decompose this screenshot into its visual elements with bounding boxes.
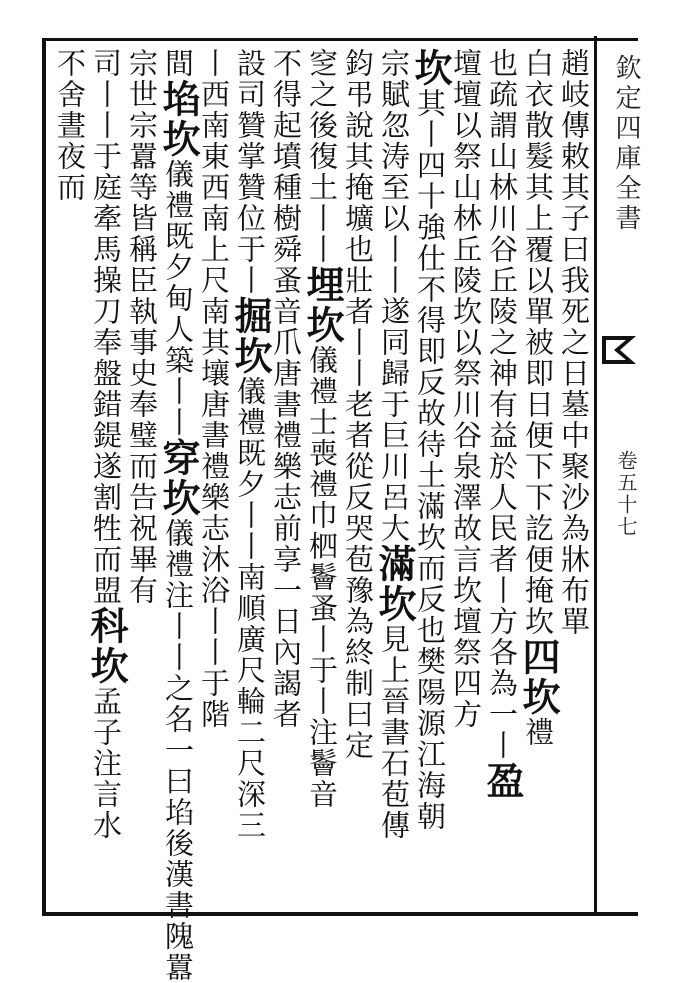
text-column: [338, 48, 378, 904]
entry-text: 窆之後復土丨丨: [305, 48, 339, 265]
text-column: [228, 48, 273, 904]
entry-text: 見上晉書石苞傳: [377, 624, 411, 841]
text-column: [446, 48, 486, 904]
entry-text: 鈞弔說其掩壙也壯者丨丨老者從反哭: [341, 48, 375, 544]
entry-text: 尺南其壤唐書禮樂志沐浴丨丨于階: [197, 265, 231, 730]
entry-text: 司丨丨于庭牽馬操刀奉盤錯鍉遂割牲而盟: [89, 48, 123, 606]
text-column: [372, 48, 417, 904]
margin-column: [600, 42, 640, 912]
entry-text: 舜蚤音爪唐書禮樂志前享一日內謁者: [269, 234, 303, 730]
text-column: [554, 48, 594, 904]
entry-text: 禮: [521, 717, 555, 748]
volume-label: 卷五十七: [614, 450, 638, 538]
entry-headword: 科坎: [84, 606, 129, 686]
entry-text: 不得起墳種樹: [269, 48, 303, 234]
entry-text: 苞豫為終制曰定: [341, 544, 375, 761]
entry-text: 間: [161, 48, 195, 79]
entry-text: 宗世宗囂等皆稱臣執事史奉璧而告祝畢有: [125, 48, 159, 606]
entry-text: 孟子注言水: [89, 686, 123, 841]
entry-text: 儀禮注丨丨之名一曰埳後漢書隗囂: [161, 518, 195, 983]
entry-text: 白衣散髮其上覆以單被即日便下下訖便掩坎: [521, 48, 555, 637]
text-column: [156, 48, 201, 983]
fish-tail-mark-icon: [600, 328, 640, 368]
entry-headword: 穿坎: [156, 438, 201, 518]
entry-headword: 四坎: [516, 637, 561, 717]
text-column: [480, 48, 525, 904]
text-column: [122, 48, 162, 904]
entry-headword: 埋坎: [300, 265, 345, 345]
entry-text: 儀禮士喪禮巾柶鬠蚤丨于丨注鬠音: [305, 345, 339, 810]
entry-text: 宗賦忽涛至以丨丨遂同歸于巨川呂大: [377, 48, 411, 544]
text-column: [408, 48, 453, 904]
entry-text: 也疏謂山林川谷丘陵之神有益於人民者丨方各為一丨: [485, 48, 519, 761]
entry-headword: 滿坎: [372, 544, 417, 624]
text-column: [84, 48, 129, 904]
entry-headword: 埳坎: [156, 79, 201, 159]
entry-text: 設司贊掌贊位于丨: [233, 48, 267, 296]
entry-text: 儀禮既夕甸人築丨丨: [161, 159, 195, 438]
entry-text: 壇壇以祭山林丘陵坎以祭川谷泉澤故言坎壇祭四方: [449, 48, 483, 730]
text-column: [300, 48, 345, 904]
entry-text: 儀禮既夕丨丨南順廣尺輪二尺深三: [233, 376, 267, 841]
entry-text: 趙岐傳敕其子曰我死之日墓中聚沙為牀布單: [557, 48, 591, 637]
entry-headword: 掘坎: [228, 296, 273, 376]
entry-text: 丨西南東西南上: [197, 48, 231, 265]
entry-text: 不舍晝夜而: [53, 48, 87, 203]
entry-headword: 坎: [408, 48, 453, 88]
text-column: [266, 48, 306, 904]
entry-text: 其丨四十強仕不得即反故待土滿坎而反也樊陽源江海朝: [413, 88, 447, 832]
text-column: [50, 48, 90, 904]
text-body: [52, 48, 592, 983]
book-title: 欽定四庫全書: [611, 54, 641, 234]
entry-headword: 盈: [480, 761, 525, 801]
margin-rule: [594, 36, 597, 916]
